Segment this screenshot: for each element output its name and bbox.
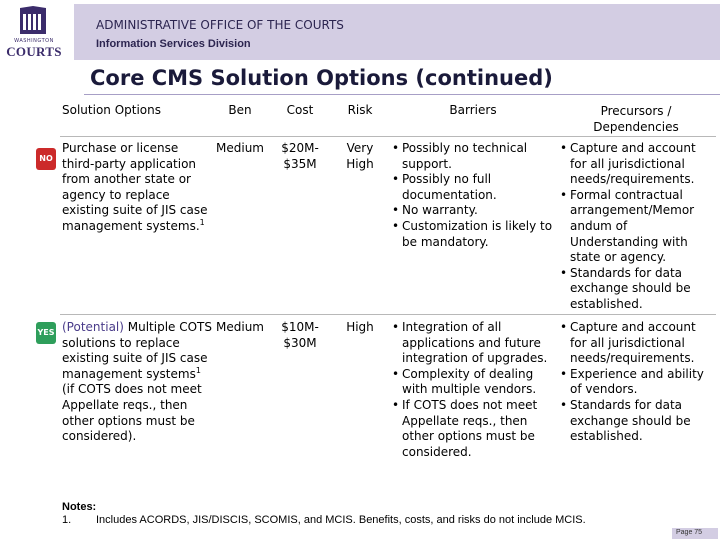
row2-precursors [558,320,716,445]
row1-precursors [558,141,716,313]
row1-ben: Medium [216,141,264,155]
row1-barrier-item: • Possibly no full documentation. [390,172,554,203]
washington-courts-logo [6,6,62,58]
row2-option-highlight: (Potential) [62,320,124,334]
row2-precursor-item: • Experience and ability of vendors. [558,367,716,398]
row2-risk: High [346,320,374,334]
row1-barriers [390,141,554,250]
logo-line2: COURTS [6,44,62,59]
row-divider [60,314,716,315]
row2-option [62,320,212,445]
division-name: Information Services Division [96,38,251,50]
notes-label: Notes: [62,501,97,513]
row1-option-text: Purchase or license third-party application from another state or agency to replace existing suite of JIS case management systems. [62,141,208,233]
header-precursors-line1: Precursors / [600,104,672,118]
row1-footnote: 1 [199,217,205,227]
header-precursors-line2: Dependencies [593,120,679,134]
row2-cost-line2: $30M [283,335,317,350]
header-risk: Risk [347,103,373,117]
row1-risk [332,141,388,172]
header-barriers: Barriers [449,103,497,117]
header-divider [60,136,716,137]
row1-barrier-item: • Customization is likely to be mandatory. [390,219,554,250]
row2-ben: Medium [216,320,264,334]
row1-precursor-item: • Formal contractual arrangement/Memor andum of Understanding with state or agency. [558,188,716,266]
row2-precursor-item: • Capture and account for all jurisdictional needs/requirements. [558,320,716,367]
org-name: ADMINISTRATIVE OFFICE OF THE COURTS [96,18,344,32]
note-item [62,514,586,526]
courthouse-icon [6,6,62,38]
row1-risk-line2: High [346,156,374,171]
row1-risk-line1: Very [346,141,374,155]
row2-cost-line1: $10M- [281,320,319,334]
note-text: Includes ACORDS, JIS/DISCIS, SCOMIS, and MCIS. Benefits, costs, and risks do not include MCIS. [96,514,586,526]
row2-footnote: 1 [195,365,201,375]
row2-barrier-item: • If COTS does not meet Appellate reqs., then other options must be considered. [390,398,554,460]
header-banner [0,0,720,62]
page-title: Core CMS Solution Options (continued) [90,66,553,90]
header-solution-options: Solution Options [62,103,161,117]
row1-cost-line2: $35M [283,156,317,171]
header-bar [74,4,720,60]
logo-line1: WASHINGTON [14,38,54,44]
row1-precursor-item: • Capture and account for all jurisdictional needs/requirements. [558,141,716,188]
row1-option [62,141,212,235]
note-number: 1. [62,514,72,526]
header-cost: Cost [286,103,314,117]
yes-icon: YES [36,322,56,344]
title-divider [84,94,720,95]
row1-barrier-item: • No warranty. [390,203,554,219]
row1-cost [270,141,330,172]
page-number: Page 75 [676,529,703,536]
row2-precursor-item: • Standards for data exchange should be established. [558,398,716,445]
header-precursors [556,103,716,135]
row2-barrier-item: • Integration of all applications and future integration of upgrades. [390,320,554,367]
row1-precursor-item: • Standards for data exchange should be established. [558,266,716,313]
row2-cost [270,320,330,351]
row1-barrier-item: • Possibly no technical support. [390,141,554,172]
no-icon: NO [36,148,56,170]
row2-barrier-item: • Complexity of dealing with multiple vendors. [390,367,554,398]
header-ben: Ben [228,103,252,117]
row1-cost-line1: $20M- [281,141,319,155]
row2-option-text-a: Multiple COTS solutions to replace existing suite of JIS case management systems [62,320,213,381]
row2-barriers [390,320,554,460]
row2-option-text-b: (if COTS does not meet Appellate reqs., then other options must be considered). [62,382,202,444]
